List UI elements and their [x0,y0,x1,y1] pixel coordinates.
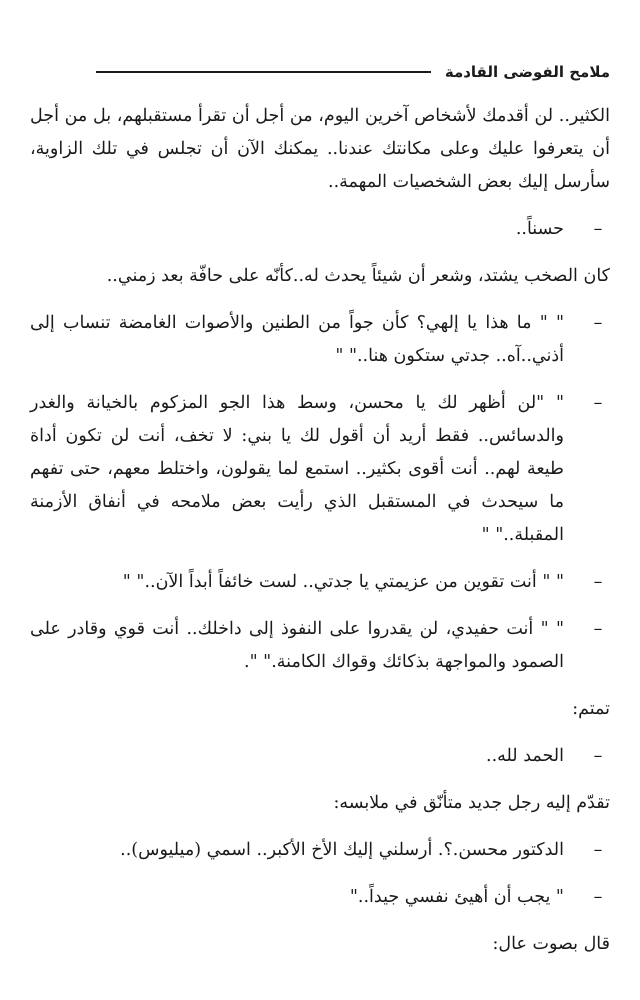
dialog-dash: – [593,219,603,239]
dialog-text: الدكتور محسن.؟. أرسلني إليك الأخ الأكبر.. اسمي (ميليوس).. [120,840,564,860]
dialog-line [30,566,610,599]
dialog-line [30,387,610,552]
dialog-line [30,881,610,914]
dialog-text: " " أنت تقوين من عزيمتي يا جدتي.. لست خائفاً أبداً الآن.." " [122,572,564,592]
dialog-dash: – [593,619,603,639]
running-header [96,58,610,86]
dialog-dash: – [593,840,603,860]
paragraph: كان الصخب يشتد، وشعر أن شيئاً يحدث له..كأنّه على حافّة بعد زمني.. [106,266,610,286]
dialog-dash: – [593,746,603,766]
dialog-line [30,307,610,373]
paragraph: قال بصوت عال: [492,934,610,954]
running-title: ملامح الفوضى القادمة [444,63,610,81]
dialog-dash: – [593,572,603,592]
dialog-line [30,834,610,867]
header-rule [96,71,431,73]
dialog-text: حسناً.. [515,219,564,239]
dialog-text: " يجب أن أهيئ نفسي جيداً.." [349,887,564,907]
dialog-line [30,740,610,773]
dialog-dash: – [593,393,603,413]
dialog-line [30,613,610,679]
dialog-text: " " أنت حفيدي، لن يقدروا على النفوذ إلى داخلك.. أنت قوي وقادر على الصمود والمواجهة بذكائك وقواك الكامنة." ". [30,619,564,672]
dialog-line [30,213,610,246]
dialog-text: " "لن أظهر لك يا محسن، وسط هذا الجو المزكوم بالخيانة والغدر والدسائس.. فقط أريد أن أقول لك يا بني: لا تخف، أنت لن تكون أداة طيعة لهم.. أنت أقوى بكثير.. استمع لما يقولون، واختلط معهم، حتى تفهم ما سيحدث في المستقبل الذي رأيت بعض ملامحه في أنفاق الأزمنة المقبلة.." " [30,393,564,545]
dialog-text: " " ما هذا يا إلهي؟ كأن جواً من الطنين والأصوات الغامضة تنساب إلى أذني..آه.. جدتي ستكون هنا.." " [30,313,564,366]
dialog-dash: – [593,313,603,333]
body-text [30,100,610,975]
paragraph: تقدّم إليه رجل جديد متأنّق في ملابسه: [333,793,610,813]
paragraph: تمتم: [572,699,610,719]
dialog-text: الحمد لله.. [486,746,564,766]
paragraph: الكثير.. لن أقدمك لأشخاص آخرين اليوم، من أجل أن تقرأ مستقبلهم، بل من أجل أن يتعرفوا عليك وعلى مكانتك عندنا.. يمكنك الآن أن تجلس في تلك الزاوية، سأرسل إليك بعض الشخصيات المهمة.. [30,106,610,192]
dialog-dash: – [593,887,603,907]
